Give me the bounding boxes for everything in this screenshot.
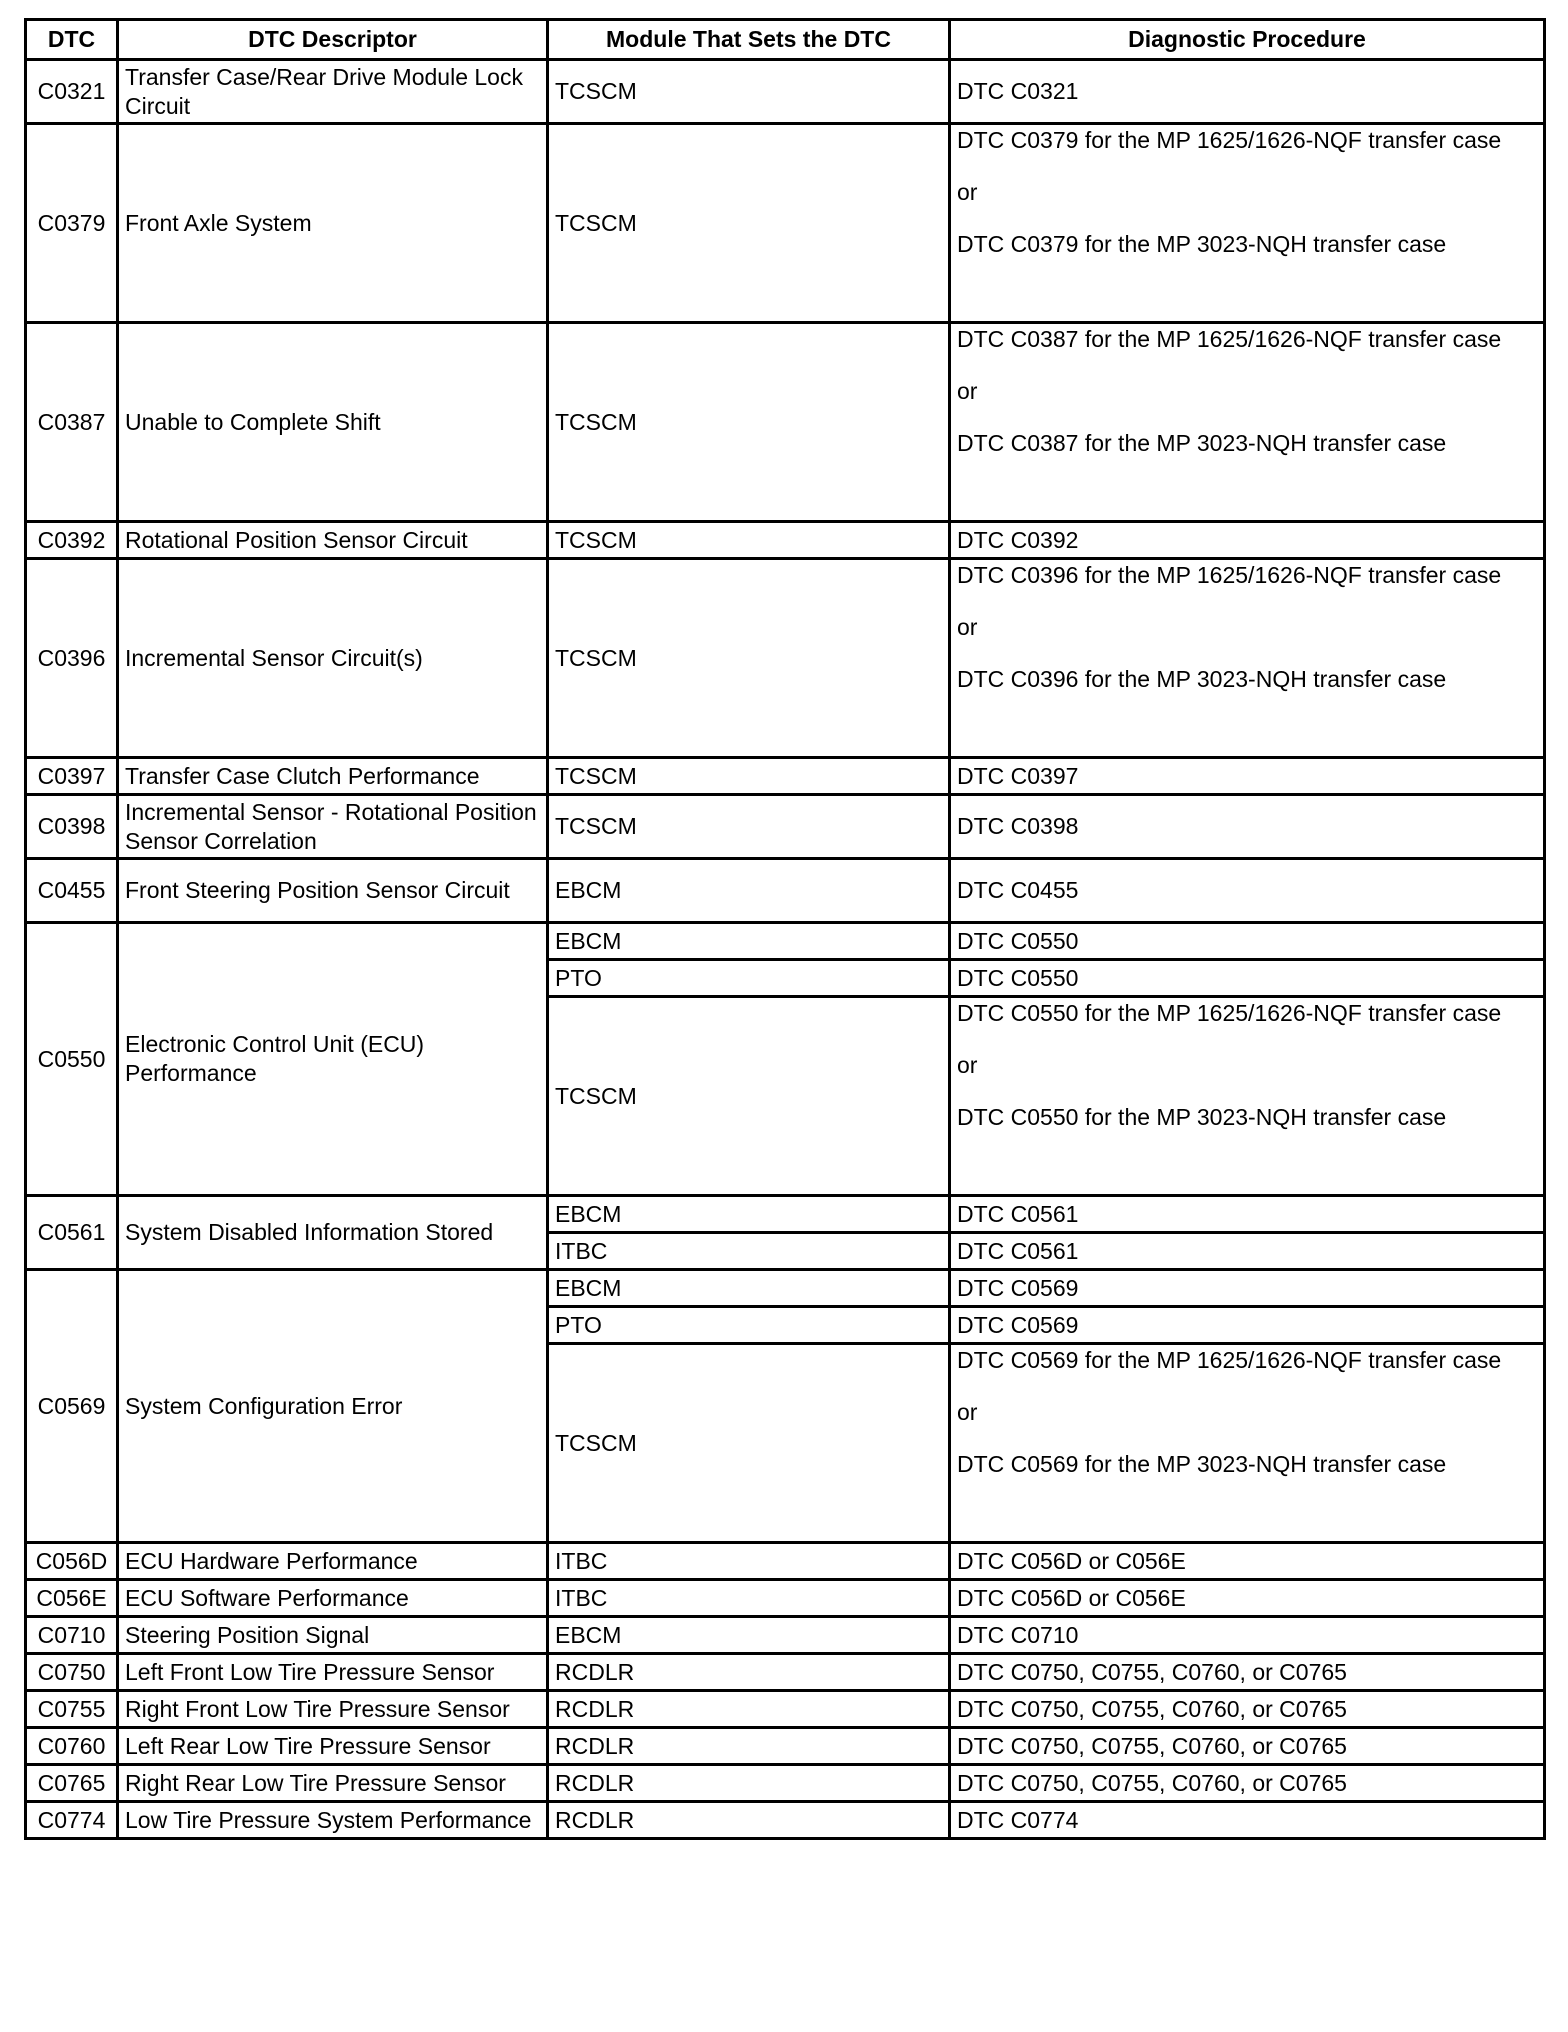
diagnostic-procedure <box>950 559 1545 758</box>
dtc-code: C0569 <box>26 1270 118 1543</box>
module-name: RCDLR <box>548 1691 950 1728</box>
dtc-descriptor: Steering Position Signal <box>118 1617 548 1654</box>
procedure-line: DTC C0750, C0755, C0760, or C0765 <box>957 1769 1347 1796</box>
procedure-line: DTC C0750, C0755, C0760, or C0765 <box>957 1732 1347 1759</box>
dtc-descriptor: Transfer Case Clutch Performance <box>118 758 548 795</box>
procedure-line: DTC C0750, C0755, C0760, or C0765 <box>957 1695 1347 1722</box>
dtc-table-body <box>26 60 1545 1839</box>
diagnostic-procedure <box>950 1270 1545 1307</box>
diagnostic-procedure <box>950 60 1545 124</box>
dtc-code: C0710 <box>26 1617 118 1654</box>
module-name: TCSCM <box>548 795 950 859</box>
procedure-line: DTC C0398 <box>957 813 1079 839</box>
procedure-line: DTC C0569 for the MP 1625/1626-NQF transfer case <box>957 1347 1502 1373</box>
header-row <box>26 20 1545 60</box>
procedure-line: DTC C0396 for the MP 3023-NQH transfer case <box>957 666 1447 692</box>
procedure-line: DTC C0569 <box>957 1274 1079 1301</box>
procedure-line: DTC C0455 <box>957 877 1079 903</box>
procedure-line: DTC C0774 <box>957 1806 1079 1833</box>
dtc-descriptor: Left Front Low Tire Pressure Sensor <box>118 1654 548 1691</box>
header-descriptor: DTC Descriptor <box>118 20 548 60</box>
table-row <box>26 1580 1545 1617</box>
table-row <box>26 1270 1545 1307</box>
diagnostic-procedure <box>950 859 1545 923</box>
dtc-descriptor: System Configuration Error <box>118 1270 548 1543</box>
dtc-code: C0396 <box>26 559 118 758</box>
procedure-line: DTC C0710 <box>957 1621 1079 1648</box>
module-name: EBCM <box>548 1270 950 1307</box>
diagnostic-procedure <box>950 758 1545 795</box>
module-name: RCDLR <box>548 1654 950 1691</box>
table-row <box>26 124 1545 323</box>
module-name: RCDLR <box>548 1765 950 1802</box>
module-name: ITBC <box>548 1233 950 1270</box>
dtc-descriptor: Front Steering Position Sensor Circuit <box>118 859 548 923</box>
dtc-code: C0397 <box>26 758 118 795</box>
dtc-code: C0550 <box>26 923 118 1196</box>
dtc-code: C0392 <box>26 522 118 559</box>
module-name: PTO <box>548 1307 950 1344</box>
table-row <box>26 1654 1545 1691</box>
dtc-descriptor: Right Rear Low Tire Pressure Sensor <box>118 1765 548 1802</box>
dtc-code: C0379 <box>26 124 118 323</box>
module-name: TCSCM <box>548 997 950 1196</box>
procedure-line: DTC C0550 for the MP 1625/1626-NQF transfer case <box>957 1000 1502 1026</box>
procedure-line: DTC C0569 <box>957 1311 1079 1338</box>
dtc-code: C0561 <box>26 1196 118 1270</box>
procedure-line: DTC C056D or C056E <box>957 1547 1186 1574</box>
dtc-descriptor: Right Front Low Tire Pressure Sensor <box>118 1691 548 1728</box>
module-name: PTO <box>548 960 950 997</box>
procedure-line: or <box>957 1052 978 1078</box>
diagnostic-procedure <box>950 923 1545 960</box>
procedure-line: DTC C0561 <box>957 1237 1079 1264</box>
diagnostic-procedure <box>950 795 1545 859</box>
dtc-code: C0755 <box>26 1691 118 1728</box>
module-name: TCSCM <box>548 124 950 323</box>
header-dtc: DTC <box>26 20 118 60</box>
module-name: RCDLR <box>548 1728 950 1765</box>
table-row <box>26 1728 1545 1765</box>
procedure-line: DTC C0550 for the MP 3023-NQH transfer case <box>957 1104 1447 1130</box>
dtc-code: C0387 <box>26 323 118 522</box>
procedure-line: DTC C056D or C056E <box>957 1584 1186 1611</box>
procedure-line: DTC C0379 for the MP 3023-NQH transfer case <box>957 231 1447 257</box>
diagnostic-procedure <box>950 1765 1545 1802</box>
table-row <box>26 1802 1545 1839</box>
diagnostic-procedure <box>950 1196 1545 1233</box>
table-row <box>26 522 1545 559</box>
module-name: TCSCM <box>548 323 950 522</box>
dtc-descriptor: Unable to Complete Shift <box>118 323 548 522</box>
table-row <box>26 1765 1545 1802</box>
diagnostic-procedure <box>950 323 1545 522</box>
table-row <box>26 1196 1545 1233</box>
dtc-descriptor: Left Rear Low Tire Pressure Sensor <box>118 1728 548 1765</box>
dtc-code: C0321 <box>26 60 118 124</box>
dtc-descriptor: ECU Software Performance <box>118 1580 548 1617</box>
module-name: EBCM <box>548 1617 950 1654</box>
dtc-descriptor: Rotational Position Sensor Circuit <box>118 522 548 559</box>
table-row <box>26 323 1545 522</box>
diagnostic-procedure <box>950 960 1545 997</box>
dtc-code: C056D <box>26 1543 118 1580</box>
diagnostic-procedure <box>950 1802 1545 1839</box>
module-name: TCSCM <box>548 60 950 124</box>
dtc-table <box>24 18 1546 1840</box>
procedure-line: or <box>957 1399 978 1425</box>
procedure-line: DTC C0397 <box>957 762 1079 789</box>
module-name: TCSCM <box>548 1344 950 1543</box>
diagnostic-procedure <box>950 1654 1545 1691</box>
dtc-code: C0760 <box>26 1728 118 1765</box>
procedure-line: DTC C0392 <box>957 526 1079 553</box>
table-row <box>26 758 1545 795</box>
diagnostic-procedure <box>950 997 1545 1196</box>
module-name: TCSCM <box>548 522 950 559</box>
procedure-line: DTC C0379 for the MP 1625/1626-NQF transfer case <box>957 127 1502 153</box>
diagnostic-procedure <box>950 1728 1545 1765</box>
procedure-line: DTC C0321 <box>957 78 1079 104</box>
module-name: EBCM <box>548 859 950 923</box>
dtc-descriptor: Incremental Sensor Circuit(s) <box>118 559 548 758</box>
module-name: ITBC <box>548 1580 950 1617</box>
diagnostic-procedure <box>950 1543 1545 1580</box>
header-procedure: Diagnostic Procedure <box>950 20 1545 60</box>
diagnostic-procedure <box>950 1307 1545 1344</box>
table-row <box>26 60 1545 124</box>
module-name: TCSCM <box>548 559 950 758</box>
table-row <box>26 923 1545 960</box>
header-module: Module That Sets the DTC <box>548 20 950 60</box>
diagnostic-procedure <box>950 1691 1545 1728</box>
procedure-line: DTC C0387 for the MP 1625/1626-NQF transfer case <box>957 326 1502 352</box>
procedure-line: DTC C0561 <box>957 1200 1079 1227</box>
procedure-line: or <box>957 378 978 404</box>
dtc-code: C0750 <box>26 1654 118 1691</box>
module-name: EBCM <box>548 1196 950 1233</box>
dtc-code: C0765 <box>26 1765 118 1802</box>
module-name: EBCM <box>548 923 950 960</box>
diagnostic-procedure <box>950 1344 1545 1543</box>
table-row <box>26 559 1545 758</box>
dtc-descriptor: System Disabled Information Stored <box>118 1196 548 1270</box>
procedure-line: DTC C0569 for the MP 3023-NQH transfer case <box>957 1451 1447 1477</box>
dtc-code: C0398 <box>26 795 118 859</box>
procedure-line: DTC C0396 for the MP 1625/1626-NQF transfer case <box>957 562 1502 588</box>
dtc-descriptor: ECU Hardware Performance <box>118 1543 548 1580</box>
table-row <box>26 795 1545 859</box>
table-row <box>26 1543 1545 1580</box>
module-name: RCDLR <box>548 1802 950 1839</box>
diagnostic-procedure <box>950 1580 1545 1617</box>
diagnostic-procedure <box>950 1617 1545 1654</box>
procedure-line: DTC C0750, C0755, C0760, or C0765 <box>957 1658 1347 1685</box>
procedure-line: or <box>957 179 978 205</box>
table-row <box>26 1691 1545 1728</box>
module-name: ITBC <box>548 1543 950 1580</box>
diagnostic-procedure <box>950 522 1545 559</box>
module-name: TCSCM <box>548 758 950 795</box>
dtc-descriptor: Low Tire Pressure System Performance <box>118 1802 548 1839</box>
procedure-line: or <box>957 614 978 640</box>
procedure-line: DTC C0550 <box>957 927 1079 954</box>
diagnostic-procedure <box>950 1233 1545 1270</box>
procedure-line: DTC C0550 <box>957 964 1079 991</box>
table-row <box>26 859 1545 923</box>
diagnostic-procedure <box>950 124 1545 323</box>
table-row <box>26 1617 1545 1654</box>
dtc-descriptor: Incremental Sensor - Rotational Position Sensor Correlation <box>118 795 548 859</box>
procedure-line: DTC C0387 for the MP 3023-NQH transfer case <box>957 430 1447 456</box>
dtc-code: C056E <box>26 1580 118 1617</box>
dtc-descriptor: Electronic Control Unit (ECU) Performance <box>118 923 548 1196</box>
dtc-descriptor: Transfer Case/Rear Drive Module Lock Circuit <box>118 60 548 124</box>
dtc-code: C0774 <box>26 1802 118 1839</box>
dtc-code: C0455 <box>26 859 118 923</box>
dtc-descriptor: Front Axle System <box>118 124 548 323</box>
